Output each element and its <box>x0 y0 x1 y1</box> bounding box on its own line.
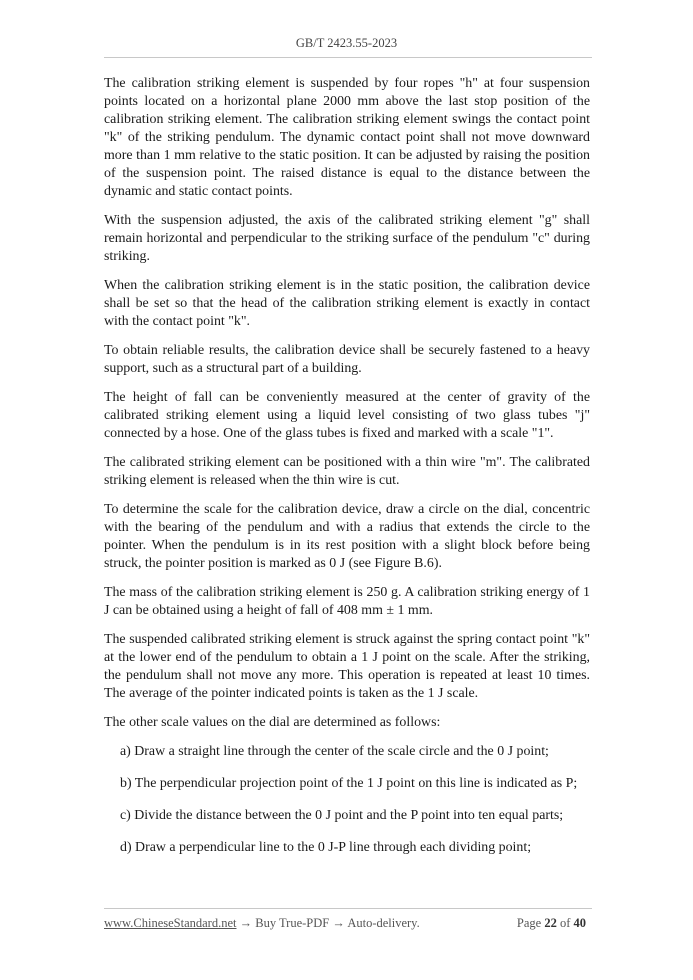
page-label: Page <box>516 916 542 930</box>
arrow-right-icon: → <box>239 916 253 930</box>
footer-divider <box>104 908 592 909</box>
of-label: of <box>559 916 571 930</box>
auto-delivery-text: Auto-delivery. <box>347 916 420 930</box>
paragraph-axis: With the suspension adjusted, the axis of the calibrated striking element "g" shall remain horizontal and perpendicular to the striking surface of the pendulum "c" during striking. <box>104 213 590 264</box>
paragraph-thin-wire: The calibrated striking element can be positioned with a thin wire "m". The calibrated striking element is released when the thin wire is cut. <box>104 455 590 488</box>
paragraph-scale-intro: The other scale values on the dial are determined as follows: <box>104 715 441 730</box>
paragraph-striking-procedure: The suspended calibrated striking element is struck against the spring contact point "k" at the lower end of the pendulum to obtain a 1 J point on the scale. After the striking, the pendulum shall not move any more. This operation is repeated at least 10 times. The average of the pointer indicated points is taken as the 1 J scale. <box>104 632 590 701</box>
paragraph-suspension: The calibration striking element is suspended by four ropes "h" at four suspension points located on a horizontal plane 2000 mm above the last stop position of the calibration striking element. The calibration striking element swings the contact point "k" of the striking pendulum. The dynamic contact point shall not move downward more than 1 mm relative to the static position. It can be adjusted by raising the position of the suspension point. The raised distance is equal to the distance between the dynamic and static contact points. <box>104 76 590 199</box>
page-number <box>517 916 586 931</box>
list-item: d) Draw a perpendicular line to the 0 J-P line through each dividing point; <box>120 840 532 855</box>
list-item: b) The perpendicular projection point of the 1 J point on this line is indicated as P; <box>120 776 578 791</box>
buy-pdf-link[interactable]: Buy True-PDF <box>255 916 330 930</box>
paragraph-scale-determination: To determine the scale for the calibration device, draw a circle on the dial, concentric with the bearing of the pendulum and with a radius that extends the circle to the pointer. When the pendulum is in its rest position with a slight block before being struck, the pointer position is marked as 0 J (see Figure B.6). <box>104 502 590 571</box>
body-text <box>104 75 590 871</box>
paragraph-fastening: To obtain reliable results, the calibration device shall be securely fastened to a heavy support, such as a structural part of a building. <box>104 343 590 376</box>
list-item: c) Divide the distance between the 0 J point and the P point into ten equal parts; <box>120 808 564 823</box>
total-pages: 40 <box>573 916 586 930</box>
arrow-right-icon: → <box>332 916 345 930</box>
paragraph-static-position: When the calibration striking element is in the static position, the calibration device shall be set so that the head of the calibration striking element is exactly in contact with the contact point "k". <box>104 278 590 329</box>
footer-links <box>104 916 420 931</box>
list-item: a) Draw a straight line through the center of the scale circle and the 0 J point; <box>120 744 549 759</box>
site-link[interactable]: www.ChineseStandard.net <box>104 916 237 930</box>
paragraph-height-of-fall: The height of fall can be conveniently measured at the center of gravity of the calibrated striking element using a liquid level consisting of two glass tubes "j" connected by a hose. One of the glass tubes is fixed and marked with a scale "1". <box>104 390 590 441</box>
header-divider <box>104 57 592 58</box>
paragraph-mass: The mass of the calibration striking element is 250 g. A calibration striking energy of 1 J can be obtained using a height of fall of 408 mm ± 1 mm. <box>104 585 590 618</box>
current-page: 22 <box>544 916 557 930</box>
page-header: GB/T 2423.55-2023 <box>295 36 398 50</box>
